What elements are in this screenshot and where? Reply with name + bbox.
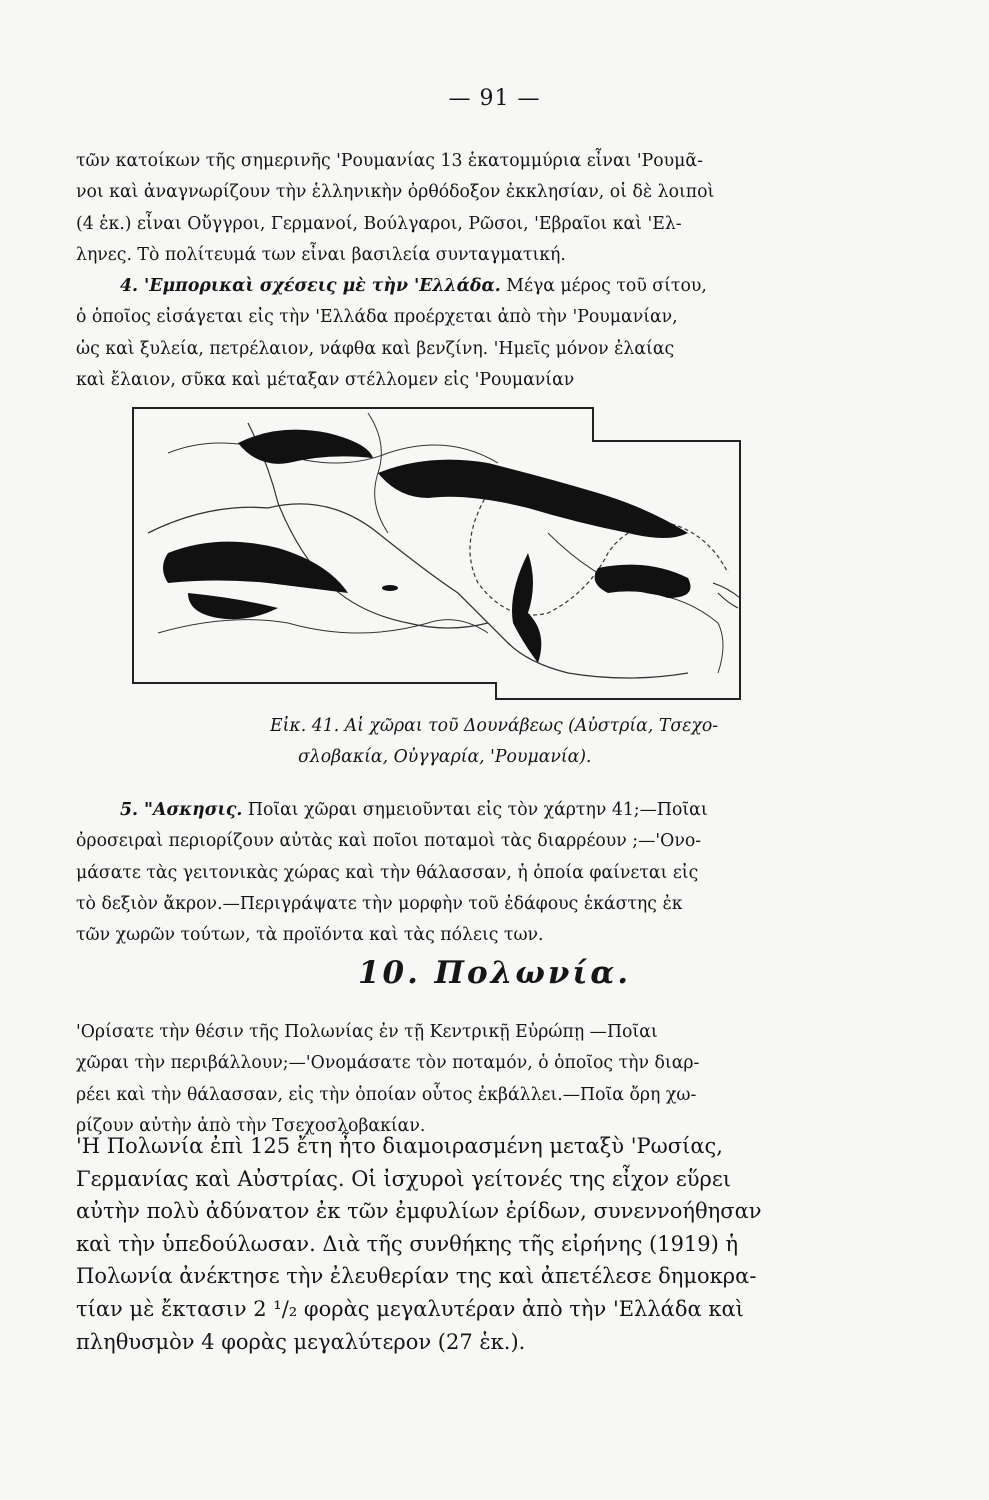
text-line: τίαν μὲ ἔκτασιν 2 ¹/₂ φορὰς μεγαλυτέραν ἀπὸ τὴν 'Ελλάδα καὶ xyxy=(76,1296,744,1321)
danube-delta xyxy=(718,593,738,608)
text-line: ρίζουν αὐτὴν ἀπὸ τὴν Τσεχοσλοβακίαν. xyxy=(76,1115,426,1136)
danube-delta xyxy=(713,583,740,598)
questions-paragraph xyxy=(76,1017,803,1142)
map-illustration xyxy=(128,383,808,703)
text-line: ὀροσειραὶ περιορίζουν αὐτὰς καὶ ποῖοι ποταμοὶ τὰς διαρρέουν ;—'Ονο- xyxy=(76,831,702,852)
carpathian-range xyxy=(378,460,688,538)
text-line: ρέει καὶ τὴν θάλασσαν, εἰς τὴν ὁποίαν οὗτος ἐκβάλλει.—Ποῖα ὄρη χω- xyxy=(76,1084,697,1105)
text-line: (4 ἑκ.) εἶναι Οὔγγροι, Γερμανοί, Βούλγαροι, Ρῶσοι, 'Εβραῖοι καὶ 'Ελ- xyxy=(76,213,682,234)
text-line: χῶραι τὴν περιβάλλουν;—'Ονομάσατε τὸν ποταμόν, ὁ ὁποῖος τὴν διαρ- xyxy=(76,1053,700,1074)
trade-paragraph xyxy=(76,271,803,396)
exercise-first-line-rest: Ποῖαι χῶραι σημειοῦνται εἰς τὸν χάρτην 41;—Ποῖαι xyxy=(242,800,708,820)
text-line: ὁ ὁποῖος εἰσάγεται εἰς τὴν 'Ελλάδα προέρχεται ἀπὸ τὴν 'Ρουμανίαν, xyxy=(76,307,678,328)
mountain-range xyxy=(595,565,691,598)
trade-heading: 4. 'Εμπορικαὶ σχέσεις μὲ τὴν 'Ελλάδα. xyxy=(120,276,501,296)
text-line: μάσατε τὰς γειτονικὰς χώρας καὶ τὴν θάλασσαν, ἡ ὁποία φαίνεται εἰς xyxy=(76,862,699,883)
text-line: αὐτὴν πολὺ ἀδύνατον ἐκ τῶν ἐμφυλίων ἐρίδων, συνεννοήθησαν xyxy=(76,1199,762,1224)
section-title: 10. Πολωνία. xyxy=(357,955,632,991)
text-line: 'Η Πολωνία ἐπὶ 125 ἔτη ἦτο διαμοιρασμένη μεταξὺ 'Ρωσίας, xyxy=(76,1134,723,1158)
intro-paragraph xyxy=(76,146,803,271)
mountain-range xyxy=(188,593,278,619)
lake-balaton xyxy=(382,585,398,591)
exercise-paragraph xyxy=(76,795,803,951)
page-number: — 91 — xyxy=(448,86,541,111)
text-line: πληθυσμὸν 4 φορὰς μεγαλύτερον (27 ἑκ.). xyxy=(76,1329,526,1354)
alps-range xyxy=(163,542,348,593)
history-paragraph xyxy=(76,1130,803,1358)
danube-countries-map xyxy=(128,383,808,703)
figure-caption xyxy=(270,711,730,773)
text-line: Γερμανίας καὶ Αὐστρίας. Οἱ ἰσχυροὶ γείτονές της εἶχον εὕρει xyxy=(76,1166,731,1191)
text-line: νοι καὶ ἀναγνωρίζουν τὴν ἑλληνικὴν ὀρθόδοξον ἐκκλησίαν, οἱ δὲ λοιποὶ xyxy=(76,182,715,203)
text-line: ληνες. Τὸ πολίτευμά των εἶναι βασιλεία συνταγματική. xyxy=(76,244,566,265)
mountain-range xyxy=(512,553,541,663)
text-line: καὶ ἔλαιον, σῦκα καὶ μέταξαν στέλλομεν εἰς 'Ρουμανίαν xyxy=(76,369,575,390)
text-line: ὡς καὶ ξυλεία, πετρέλαιον, νάφθα καὶ βενζίνη. 'Ημεῖς μόνον ἐλαίας xyxy=(76,338,675,359)
caption-line: Εἰκ. 41. Αἱ χῶραι τοῦ Δουνάβεως (Αὐστρία, Τσεχο- xyxy=(270,716,719,736)
exercise-heading: 5. "Ασκησις. xyxy=(120,800,243,820)
trade-first-line-rest: Μέγα μέρος τοῦ σίτου, xyxy=(500,276,707,296)
text-line: τῶν κατοίκων τῆς σημερινῆς 'Ρουμανίας 13 ἑκατομμύρια εἶναι 'Ρουμᾶ- xyxy=(76,151,703,171)
caption-line: σλοβακία, Οὐγγαρία, 'Ρουμανία). xyxy=(298,747,592,767)
river-line xyxy=(548,533,723,673)
text-line: καὶ τὴν ὑπεδούλωσαν. Διὰ τῆς συνθήκης τῆς εἰρήνης (1919) ἡ xyxy=(76,1231,739,1256)
mountain-range xyxy=(238,430,373,464)
text-line: Πολωνία ἀνέκτησε τὴν ἐλευθερίαν της καὶ ἀπετέλεσε δημοκρα- xyxy=(76,1264,757,1289)
text-line: τὸ δεξιὸν ἄκρον.—Περιγράψατε τὴν μορφὴν τοῦ ἐδάφους ἑκάστης ἐκ xyxy=(76,893,683,914)
text-line xyxy=(76,795,803,826)
river-line xyxy=(158,620,488,633)
text-line: τῶν χωρῶν τούτων, τὰ προϊόντα καὶ τὰς πόλεις των. xyxy=(76,925,544,946)
text-line: 'Ορίσατε τὴν θέσιν τῆς Πολωνίας ἐν τῇ Κεντρικῇ Εὐρώπῃ —Ποῖαι xyxy=(76,1022,658,1042)
text-line xyxy=(76,271,803,302)
